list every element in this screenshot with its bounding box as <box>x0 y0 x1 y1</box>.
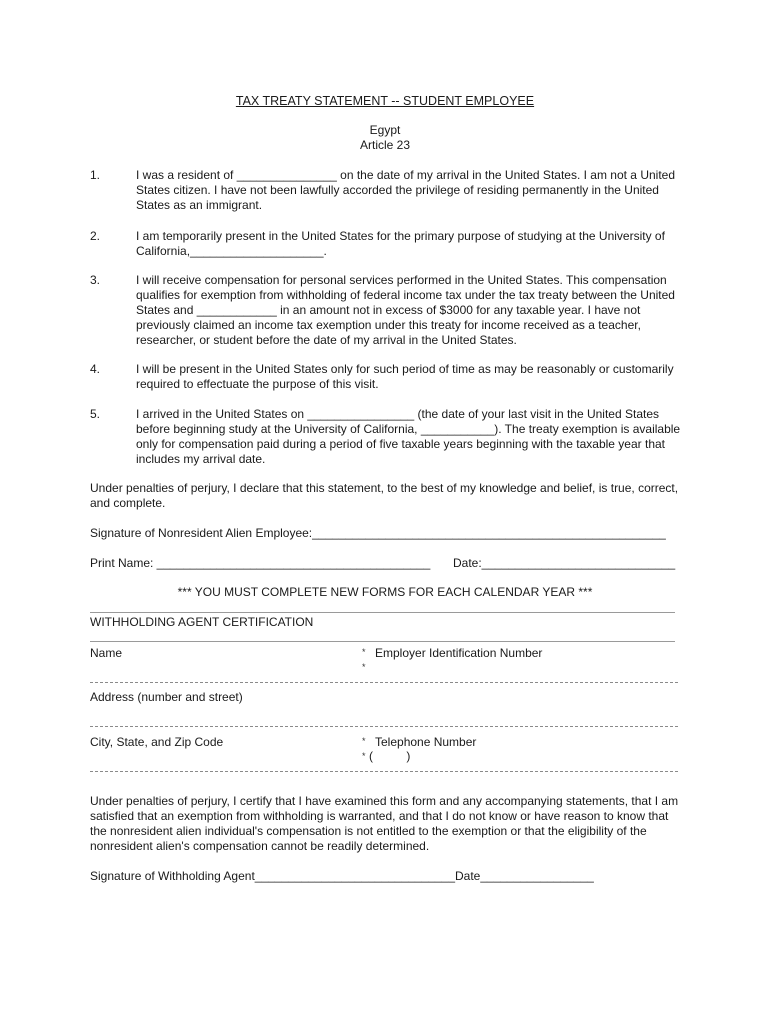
item-number: 5. <box>90 407 101 421</box>
agent-certification-text: Under penalties of perjury, I certify that I have examined this form and any accompanying statements, that I am satisfied that an exemption from withholding is warranted, and that I do not know or have reason to know that the nonresident alien individual's compensation is not entitled to the exemption or that the eligibility of the nonresident alien's compensation cannot be readily determined. <box>90 794 679 853</box>
print-name-field[interactable]: Print Name: _________________________________________ <box>90 556 431 570</box>
ein-label[interactable]: Employer Identification Number <box>375 646 543 660</box>
divider <box>90 612 675 613</box>
item-text: I was a resident of _______________ on the date of my arrival in the United States. I am not a United States citizen. I have not been lawfully accorded the privilege of residing permanently in the United States as an immigrant. <box>136 168 676 212</box>
divider <box>90 641 675 642</box>
divider <box>90 771 678 772</box>
employee-signature-field[interactable]: Signature of Nonresident Alien Employee:_____________________________________________________ <box>90 526 666 540</box>
treaty-article: Article 23 <box>359 138 411 152</box>
agent-heading: WITHHOLDING AGENT CERTIFICATION <box>90 615 314 629</box>
item-text: I will be present in the United States only for such period of time as may be reasonably or customarily required to effectuate the purpose of this visit. <box>136 362 674 391</box>
perjury-declaration: Under penalties of perjury, I declare that this statement, to the best of my knowledge and belief, is true, correct, and complete. <box>90 481 679 510</box>
item-number: 2. <box>90 229 101 243</box>
required-marker: * <box>362 662 366 672</box>
required-marker: * <box>362 751 366 761</box>
item-text: I arrived in the United States on ________________ (the date of your last visit in the United States before beginning study at the University of California, ___________). The treaty exemption is available only for compensation paid during a period of five taxable years beginning with the taxable year that includes my arrival date. <box>136 407 681 466</box>
statement-item-3 <box>90 273 690 348</box>
city-state-zip-label[interactable]: City, State, and Zip Code <box>90 735 224 749</box>
annual-notice: *** YOU MUST COMPLETE NEW FORMS FOR EACH CALENDAR YEAR *** <box>177 585 593 599</box>
item-number: 3. <box>90 273 101 287</box>
item-text: I will receive compensation for personal services performed in the United States. This compensation qualifies for exemption from withholding of federal income tax under the tax treaty between the United States and ____________ in an amount not in excess of $3000 for any taxable year. I have not previously claimed an income tax exemption under this treaty for income received as a teacher, researcher, or student before the date of my arrival in the United States. <box>136 273 675 347</box>
statement-item-1 <box>90 168 690 213</box>
address-label[interactable]: Address (number and street) <box>90 690 243 704</box>
divider <box>90 726 678 727</box>
divider <box>90 682 678 683</box>
item-number: 4. <box>90 362 101 376</box>
required-marker: * <box>362 736 366 746</box>
item-number: 1. <box>90 168 101 182</box>
item-text: I am temporarily present in the United States for the primary purpose of studying at the University of California,____________________. <box>136 229 665 258</box>
treaty-country: Egypt <box>369 123 401 137</box>
telephone-label[interactable]: Telephone Number <box>375 735 477 749</box>
statement-item-5 <box>90 407 690 467</box>
form-title: TAX TREATY STATEMENT -- STUDENT EMPLOYEE <box>235 94 535 108</box>
statement-item-2 <box>90 229 690 259</box>
telephone-field[interactable]: ( ) <box>369 749 411 763</box>
statement-item-4 <box>90 362 690 392</box>
required-marker: * <box>362 647 366 657</box>
agent-name-label[interactable]: Name <box>90 646 123 660</box>
date-field[interactable]: Date:_____________________________ <box>453 556 676 570</box>
agent-signature-field[interactable]: Signature of Withholding Agent______________________________Date_________________ <box>90 869 594 883</box>
